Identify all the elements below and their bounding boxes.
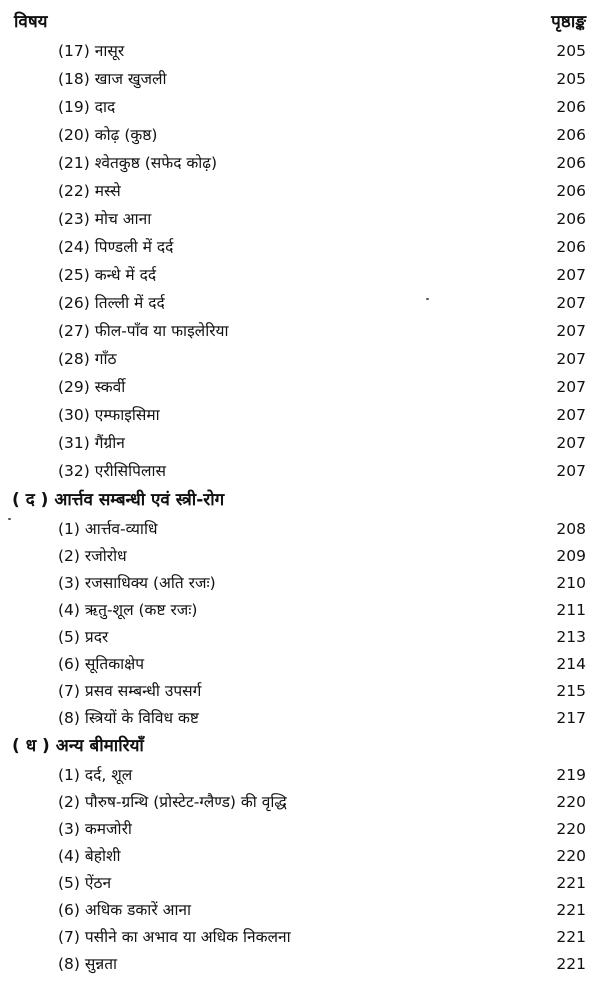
toc-entry [0,570,600,596]
toc-entry [0,430,600,456]
toc-entry [0,122,600,148]
entry-page: 221 [556,955,586,973]
toc-entry [0,897,600,923]
entry-page: 207 [556,434,586,452]
toc-entry [0,951,600,977]
entry-page: 207 [556,462,586,480]
toc-entry [0,402,600,428]
entry-page: 206 [556,126,586,144]
entry-page: 207 [556,378,586,396]
entry-label: (2) रजोरोध [58,547,127,565]
entry-label: (18) खाज खुजली [58,70,167,88]
entry-label: (7) प्रसव सम्बन्धी उपसर्ग [58,682,202,700]
entry-page: 221 [556,874,586,892]
entry-label: (32) एरीसिपिलास [58,462,166,480]
entry-page: 217 [556,709,586,727]
section-heading-d: ( द ) आर्त्तव सम्बन्धी एवं स्त्री-रोग [12,490,225,510]
entry-page: 207 [556,294,586,312]
toc-entry [0,346,600,372]
entry-label: (6) सूतिकाक्षेप [58,655,145,673]
toc-entry [0,705,600,731]
entry-label: (8) स्त्रियों के विविध कष्ट [58,709,199,727]
toc-entry [0,66,600,92]
toc-entry [0,290,600,316]
section-heading-dh: ( ध ) अन्य बीमारियाँ [12,736,144,756]
entry-label: (3) कमजोरी [58,820,132,838]
print-speck [8,518,11,520]
toc-entry [0,651,600,677]
entry-label: (20) कोढ़ (कुष्ठ) [58,126,158,144]
toc-entry [0,94,600,120]
toc-entry [0,597,600,623]
toc-entry [0,206,600,232]
entry-page: 215 [556,682,586,700]
entry-label: (1) आर्त्तव-व्याधि [58,520,158,538]
toc-entry [0,262,600,288]
entry-page: 205 [556,42,586,60]
entry-page: 206 [556,182,586,200]
entry-label: (7) पसीने का अभाव या अधिक निकलना [58,928,291,946]
toc-entry [0,924,600,950]
entry-label: (4) बेहोशी [58,847,121,865]
entry-label: (5) प्रदर [58,628,109,646]
toc-entry [0,234,600,260]
entry-page: 220 [556,847,586,865]
entry-page: 213 [556,628,586,646]
entry-label: (1) दर्द, शूल [58,766,133,784]
entry-page: 207 [556,350,586,368]
entry-label: (31) गैंग्रीन [58,434,125,452]
column-header-page: पृष्ठाङ्क [551,12,586,32]
entry-label: (23) मोच आना [58,210,152,228]
entry-page: 206 [556,238,586,256]
toc-entry [0,816,600,842]
entry-page: 221 [556,928,586,946]
entry-page: 214 [556,655,586,673]
toc-entry [0,516,600,542]
entry-label: (29) स्कर्वी [58,378,126,396]
entry-page: 221 [556,901,586,919]
print-speck [426,298,429,300]
toc-entry [0,870,600,896]
entry-page: 207 [556,322,586,340]
toc-entry [0,38,600,64]
entry-page: 208 [556,520,586,538]
entry-page: 206 [556,98,586,116]
entry-label: (3) रजसाधिक्य (अति रजः) [58,574,216,592]
entry-label: (25) कन्धे में दर्द [58,266,157,284]
entry-label: (2) पौरुष-ग्रन्थि (प्रोस्टेट-ग्लैण्ड) की वृद्धि [58,793,287,811]
entry-label: (5) ऐंठन [58,874,112,892]
toc-entry [0,150,600,176]
entry-label: (19) दाद [58,98,116,116]
toc-entry [0,843,600,869]
entry-page: 220 [556,820,586,838]
entry-page: 209 [556,547,586,565]
entry-page: 220 [556,793,586,811]
entry-label: (27) फील-पाँव या फाइलेरिया [58,322,229,340]
toc-entry [0,318,600,344]
entry-label: (22) मस्से [58,182,121,200]
entry-page: 207 [556,406,586,424]
toc-entry [0,789,600,815]
entry-page: 219 [556,766,586,784]
entry-label: (21) श्वेतकुष्ठ (सफेद कोढ़) [58,154,218,172]
toc-entry [0,543,600,569]
entry-label: (28) गाँठ [58,350,117,368]
entry-page: 207 [556,266,586,284]
entry-label: (17) नासूर [58,42,125,60]
toc-entry [0,458,600,484]
entry-label: (8) सुन्नता [58,955,118,973]
toc-entry [0,374,600,400]
entry-page: 206 [556,210,586,228]
entry-label: (4) ऋतु-शूल (कष्ट रजः) [58,601,198,619]
toc-entry [0,678,600,704]
entry-label: (24) पिण्डली में दर्द [58,238,174,256]
entry-page: 206 [556,154,586,172]
toc-entry [0,762,600,788]
toc-entry [0,624,600,650]
entry-page: 210 [556,574,586,592]
entry-label: (26) तिल्ली में दर्द [58,294,165,312]
entry-page: 211 [556,601,586,619]
column-header-subject: विषय [14,12,48,32]
entry-label: (30) एम्फाइसिमा [58,406,160,424]
toc-entry [0,178,600,204]
entry-label: (6) अधिक डकारें आना [58,901,192,919]
entry-page: 205 [556,70,586,88]
